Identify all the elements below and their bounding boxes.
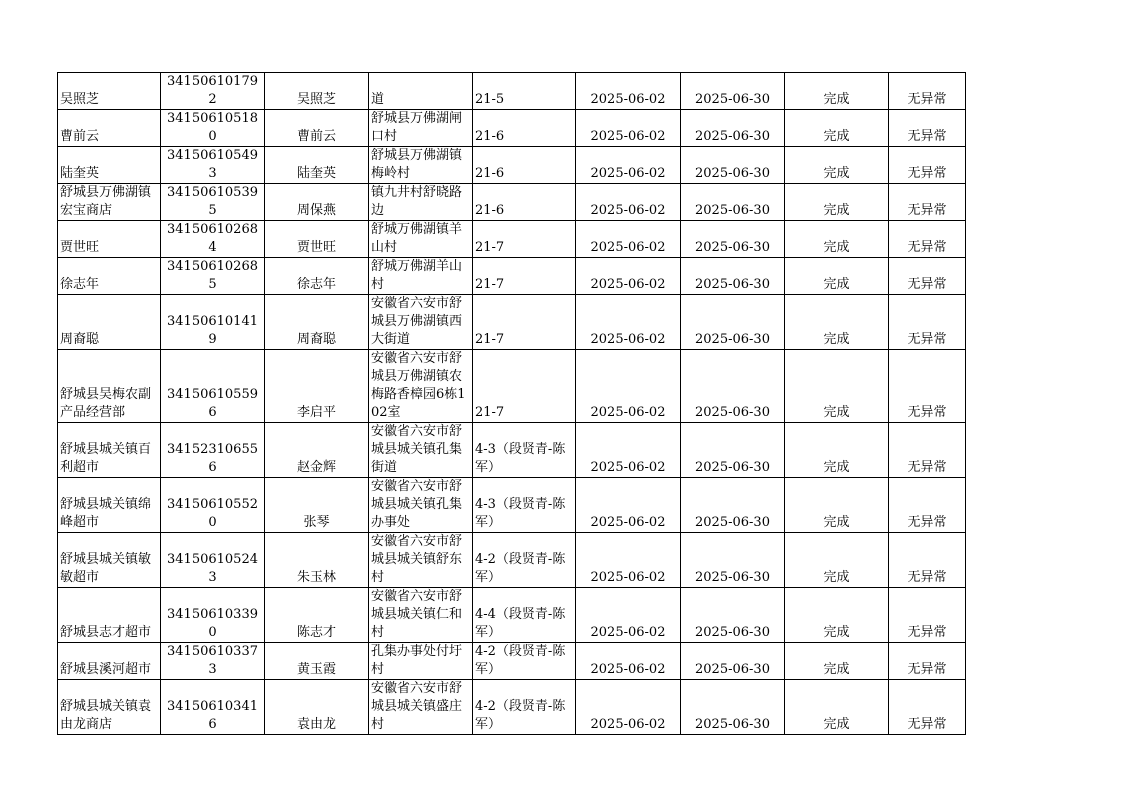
cell-name: 舒城县万佛湖镇宏宝商店 <box>58 184 161 221</box>
table-row <box>58 221 966 258</box>
cell-code: 21-6 <box>473 147 576 184</box>
cell-person: 陆奎英 <box>265 147 369 184</box>
cell-result: 无异常 <box>889 588 966 643</box>
cell-end-date: 2025-06-30 <box>681 588 785 643</box>
cell-code: 4-4（段贤青-陈军） <box>473 588 576 643</box>
cell-status: 完成 <box>785 350 889 423</box>
cell-code: 4-2（段贤青-陈军） <box>473 680 576 735</box>
cell-name: 贾世旺 <box>58 221 161 258</box>
cell-address: 舒城县万佛湖镇梅岭村 <box>369 147 473 184</box>
table-row <box>58 478 966 533</box>
cell-person: 徐志年 <box>265 258 369 295</box>
cell-code: 4-2（段贤青-陈军） <box>473 533 576 588</box>
cell-id: 341506105596 <box>161 350 265 423</box>
cell-name: 舒城县城关镇绵峰超市 <box>58 478 161 533</box>
cell-end-date: 2025-06-30 <box>681 533 785 588</box>
cell-start-date: 2025-06-02 <box>576 184 681 221</box>
cell-status: 完成 <box>785 221 889 258</box>
cell-start-date: 2025-06-02 <box>576 643 681 680</box>
cell-address: 安徽省六安市舒城县城关镇舒东村 <box>369 533 473 588</box>
cell-result: 无异常 <box>889 73 966 110</box>
cell-name: 周裔聪 <box>58 295 161 350</box>
cell-status: 完成 <box>785 533 889 588</box>
cell-name: 舒城县志才超市 <box>58 588 161 643</box>
cell-person: 李启平 <box>265 350 369 423</box>
cell-person: 贾世旺 <box>265 221 369 258</box>
cell-code: 21-7 <box>473 295 576 350</box>
cell-status: 完成 <box>785 295 889 350</box>
cell-person: 朱玉林 <box>265 533 369 588</box>
cell-status: 完成 <box>785 184 889 221</box>
table-row <box>58 423 966 478</box>
cell-status: 完成 <box>785 680 889 735</box>
cell-id: 341506102684 <box>161 221 265 258</box>
cell-code: 21-7 <box>473 350 576 423</box>
cell-start-date: 2025-06-02 <box>576 73 681 110</box>
cell-start-date: 2025-06-02 <box>576 147 681 184</box>
cell-end-date: 2025-06-30 <box>681 110 785 147</box>
cell-person: 周保燕 <box>265 184 369 221</box>
cell-name: 舒城县溪河超市 <box>58 643 161 680</box>
table-row <box>58 184 966 221</box>
cell-id: 341506105180 <box>161 110 265 147</box>
cell-end-date: 2025-06-30 <box>681 350 785 423</box>
cell-status: 完成 <box>785 478 889 533</box>
cell-result: 无异常 <box>889 680 966 735</box>
cell-end-date: 2025-06-30 <box>681 643 785 680</box>
cell-name: 陆奎英 <box>58 147 161 184</box>
cell-name: 吴照芝 <box>58 73 161 110</box>
cell-result: 无异常 <box>889 221 966 258</box>
cell-end-date: 2025-06-30 <box>681 147 785 184</box>
cell-start-date: 2025-06-02 <box>576 350 681 423</box>
cell-status: 完成 <box>785 258 889 295</box>
cell-end-date: 2025-06-30 <box>681 478 785 533</box>
cell-address: 安徽省六安市舒城县城关镇盛庄村 <box>369 680 473 735</box>
cell-address: 孔集办事处付圩村 <box>369 643 473 680</box>
table-row <box>58 350 966 423</box>
table-row <box>58 295 966 350</box>
cell-address: 镇九井村舒晓路边 <box>369 184 473 221</box>
cell-code: 4-2（段贤青-陈军） <box>473 643 576 680</box>
cell-address: 舒城万佛湖羊山村 <box>369 258 473 295</box>
table-row <box>58 533 966 588</box>
cell-status: 完成 <box>785 423 889 478</box>
cell-id: 341506102685 <box>161 258 265 295</box>
cell-code: 21-5 <box>473 73 576 110</box>
cell-start-date: 2025-06-02 <box>576 588 681 643</box>
cell-result: 无异常 <box>889 643 966 680</box>
cell-person: 袁由龙 <box>265 680 369 735</box>
cell-start-date: 2025-06-02 <box>576 478 681 533</box>
table-row <box>58 258 966 295</box>
cell-result: 无异常 <box>889 295 966 350</box>
cell-name: 舒城县城关镇敏敏超市 <box>58 533 161 588</box>
table-row <box>58 73 966 110</box>
cell-person: 周裔聪 <box>265 295 369 350</box>
cell-person: 张琴 <box>265 478 369 533</box>
cell-start-date: 2025-06-02 <box>576 680 681 735</box>
cell-start-date: 2025-06-02 <box>576 423 681 478</box>
cell-person: 曹前云 <box>265 110 369 147</box>
cell-status: 完成 <box>785 588 889 643</box>
cell-start-date: 2025-06-02 <box>576 533 681 588</box>
cell-address: 道 <box>369 73 473 110</box>
cell-result: 无异常 <box>889 258 966 295</box>
cell-person: 吴照芝 <box>265 73 369 110</box>
cell-person: 黄玉霞 <box>265 643 369 680</box>
table-row <box>58 643 966 680</box>
cell-id: 341506103416 <box>161 680 265 735</box>
table-row <box>58 680 966 735</box>
cell-end-date: 2025-06-30 <box>681 680 785 735</box>
cell-address: 安徽省六安市舒城县城关镇孔集街道 <box>369 423 473 478</box>
cell-end-date: 2025-06-30 <box>681 258 785 295</box>
cell-id: 341523106556 <box>161 423 265 478</box>
table-row <box>58 588 966 643</box>
cell-id: 341506101419 <box>161 295 265 350</box>
cell-address: 安徽省六安市舒城县城关镇孔集办事处 <box>369 478 473 533</box>
cell-name: 徐志年 <box>58 258 161 295</box>
table-row <box>58 147 966 184</box>
cell-address: 舒城县万佛湖闸口村 <box>369 110 473 147</box>
cell-result: 无异常 <box>889 184 966 221</box>
cell-id: 341506103373 <box>161 643 265 680</box>
cell-name: 舒城县吴梅农副产品经营部 <box>58 350 161 423</box>
cell-end-date: 2025-06-30 <box>681 295 785 350</box>
cell-result: 无异常 <box>889 478 966 533</box>
cell-result: 无异常 <box>889 533 966 588</box>
cell-result: 无异常 <box>889 423 966 478</box>
cell-end-date: 2025-06-30 <box>681 423 785 478</box>
cell-result: 无异常 <box>889 110 966 147</box>
cell-address: 安徽省六安市舒城县万佛湖镇农梅路香樟园6栋102室 <box>369 350 473 423</box>
cell-person: 赵金辉 <box>265 423 369 478</box>
cell-result: 无异常 <box>889 147 966 184</box>
cell-end-date: 2025-06-30 <box>681 73 785 110</box>
cell-code: 4-3（段贤青-陈军） <box>473 478 576 533</box>
cell-status: 完成 <box>785 147 889 184</box>
table-body <box>58 73 966 735</box>
cell-name: 曹前云 <box>58 110 161 147</box>
cell-status: 完成 <box>785 73 889 110</box>
cell-status: 完成 <box>785 643 889 680</box>
cell-code: 21-7 <box>473 221 576 258</box>
table-row <box>58 110 966 147</box>
cell-name: 舒城县城关镇百利超市 <box>58 423 161 478</box>
cell-code: 21-7 <box>473 258 576 295</box>
cell-start-date: 2025-06-02 <box>576 110 681 147</box>
cell-id: 341506103390 <box>161 588 265 643</box>
cell-code: 21-6 <box>473 110 576 147</box>
cell-code: 21-6 <box>473 184 576 221</box>
cell-person: 陈志才 <box>265 588 369 643</box>
cell-id: 341506105395 <box>161 184 265 221</box>
cell-result: 无异常 <box>889 350 966 423</box>
cell-start-date: 2025-06-02 <box>576 221 681 258</box>
cell-name: 舒城县城关镇袁由龙商店 <box>58 680 161 735</box>
cell-id: 341506101792 <box>161 73 265 110</box>
cell-status: 完成 <box>785 110 889 147</box>
cell-start-date: 2025-06-02 <box>576 295 681 350</box>
cell-id: 341506105243 <box>161 533 265 588</box>
cell-address: 舒城万佛湖镇羊山村 <box>369 221 473 258</box>
cell-address: 安徽省六安市舒城县城关镇仁和村 <box>369 588 473 643</box>
cell-address: 安徽省六安市舒城县万佛湖镇西大街道 <box>369 295 473 350</box>
cell-end-date: 2025-06-30 <box>681 221 785 258</box>
cell-id: 341506105520 <box>161 478 265 533</box>
cell-start-date: 2025-06-02 <box>576 258 681 295</box>
cell-id: 341506105493 <box>161 147 265 184</box>
cell-code: 4-3（段贤青-陈军） <box>473 423 576 478</box>
cell-end-date: 2025-06-30 <box>681 184 785 221</box>
record-table <box>57 72 966 735</box>
